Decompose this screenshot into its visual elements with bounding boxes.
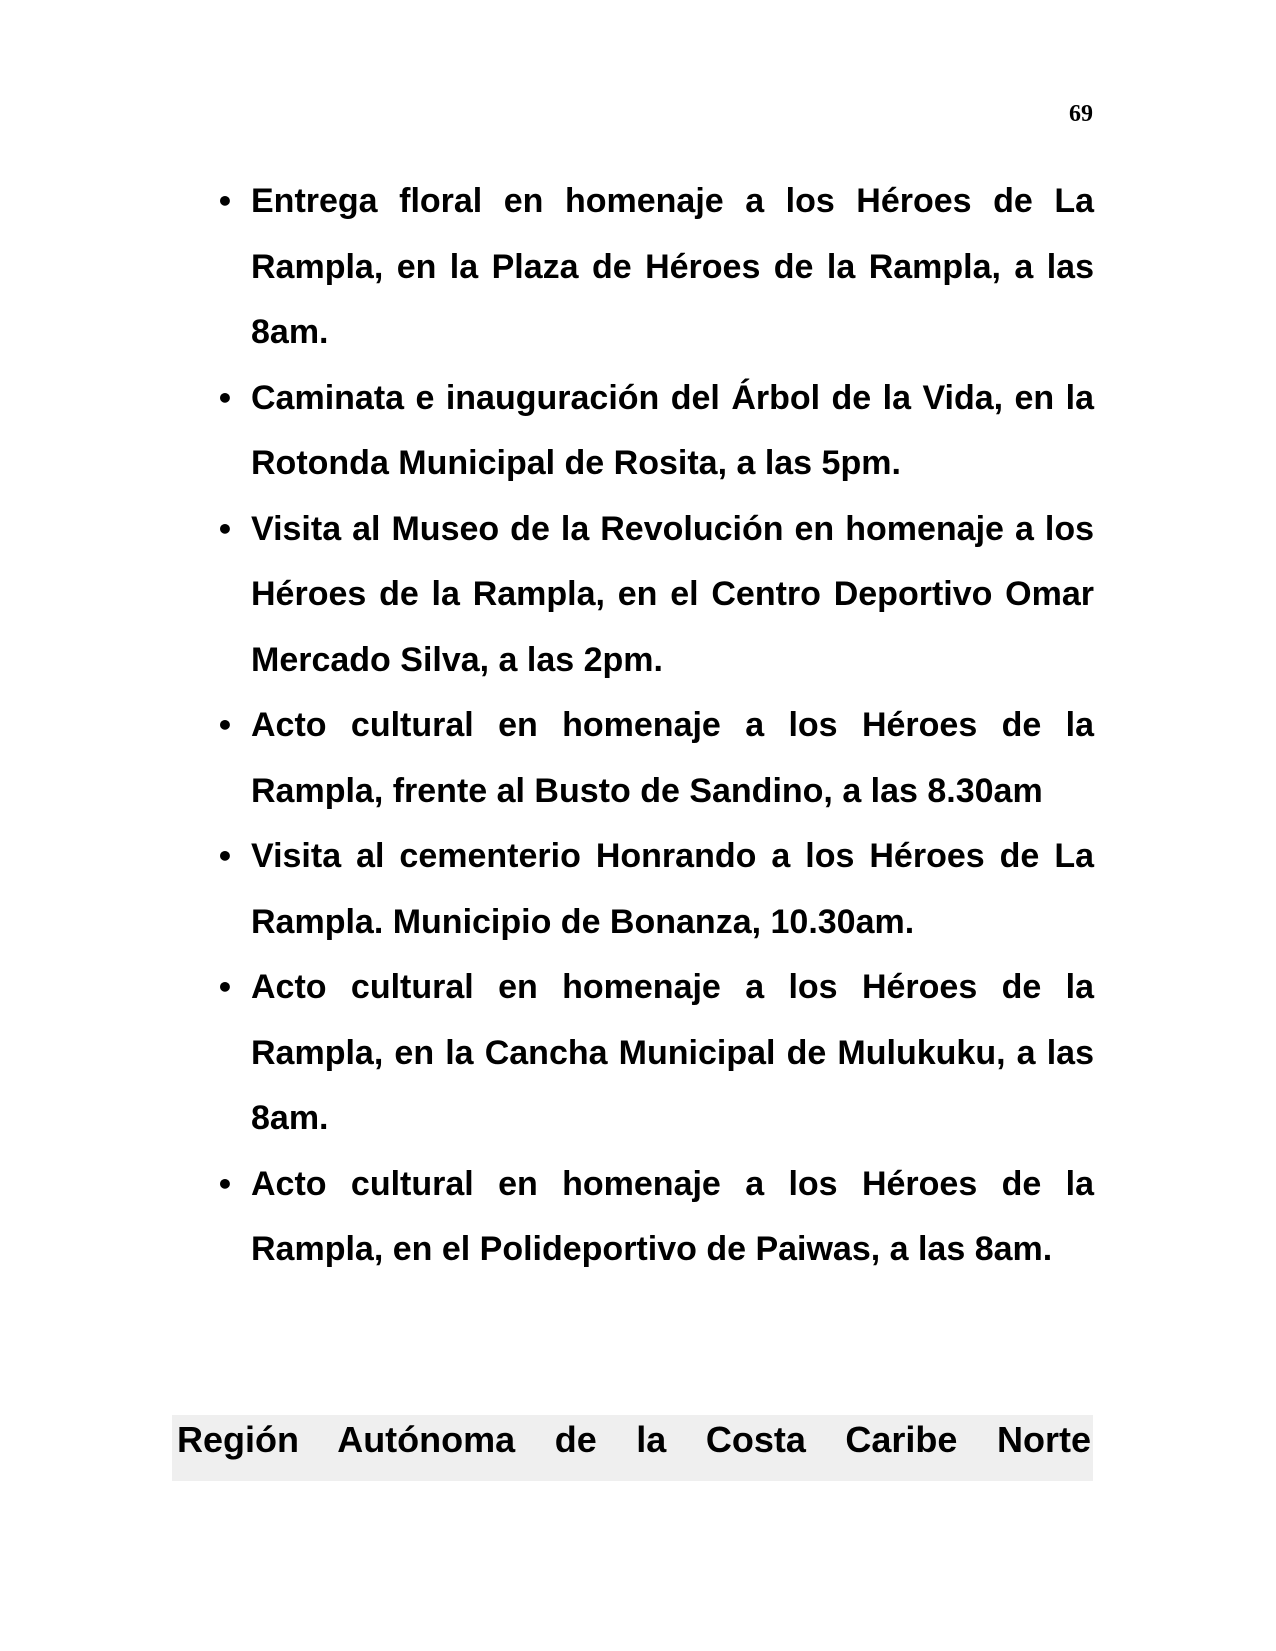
list-item [215,824,1094,955]
list-item [215,366,1094,497]
bullet-list [215,169,1094,1283]
list-item [215,169,1094,366]
list-item-text: Visita al cementerio Honrando a los Héroes de La Rampla. Municipio de Bonanza, 10.30am. [251,837,1094,941]
bullet-icon: • [216,709,234,742]
bullet-icon: • [216,381,234,415]
list-item-text: Acto cultural en homenaje a los Héroes de la Rampla, frente al Busto de Sandino, a las 8.30am [251,706,1094,810]
bullet-icon: • [216,185,234,218]
list-item-text: Visita al Museo de la Revolución en homenaje a los Héroes de la Rampla, en el Centro Deportivo Omar Mercado Silva, a las 2pm. [251,509,1094,679]
list-item-text: Acto cultural en homenaje a los Héroes de la Rampla, en el Polideportivo de Paiwas, a las 8am. [251,1164,1094,1268]
page-number: 69 [1069,101,1093,127]
list-item [215,955,1094,1152]
list-item [215,497,1094,694]
section-heading: Región Autónoma de la Costa Caribe Norte [177,1419,1091,1460]
list-item-text: Acto cultural en homenaje a los Héroes de la Rampla, en la Cancha Municipal de Mulukuku, a las 8am. [251,968,1094,1137]
bullet-icon: • [216,971,234,1004]
list-item-text: Caminata e inauguración del Árbol de la Vida, en la Rotonda Municipal de Rosita, a las 5pm. [251,378,1094,482]
bullet-icon: • [216,512,234,546]
list-item-text: Entrega floral en homenaje a los Héroes de La Rampla, en la Plaza de Héroes de la Rampla, a las 8am. [251,182,1094,351]
bullet-icon: • [216,840,234,873]
list-item [215,1152,1094,1283]
bullet-icon: • [216,1167,234,1201]
list-item [215,693,1094,824]
